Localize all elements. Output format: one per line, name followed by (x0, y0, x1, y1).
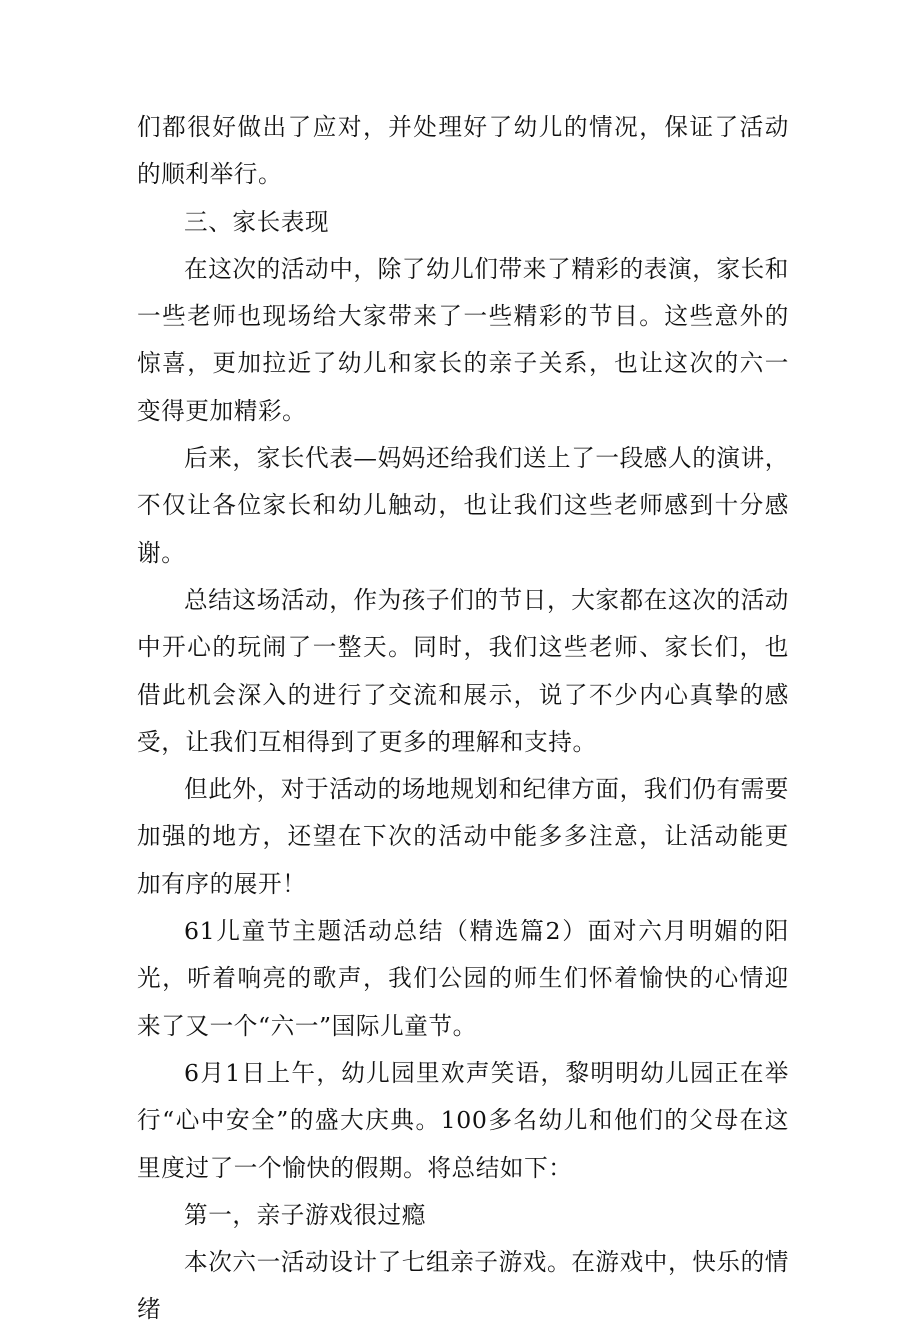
section-heading-parent-performance: 三、家长表现 (184, 207, 330, 236)
paragraph: 但此外，对于活动的场地规划和纪律方面，我们仍有需要加强的地方，还望在下次的活动中能多多注意，让活动能更加有序的展开！ (137, 775, 789, 898)
paragraph: 本次六一活动设计了七组亲子游戏。在游戏中，快乐的情绪 (137, 1248, 789, 1324)
paragraph: 总结这场活动，作为孩子们的节日，大家都在这次的活动中开心的玩闹了一整天。同时，我们这些老师、家长们，也借此机会深入的进行了交流和展示，说了不少内心真挚的感受，让我们互相得到了更多的理解和支持。 (137, 585, 789, 756)
paragraph: 6月1日上午，幼儿园里欢声笑语，黎明明幼儿园正在举行“心中安全”的盛大庆典。100多名幼儿和他们的父母在这里度过了一个愉快的假期。将总结如下： (137, 1058, 789, 1182)
paragraph: 后来，家长代表—妈妈还给我们送上了一段感人的演讲，不仅让各位家长和幼儿触动，也让我们这些老师感到十分感谢。 (137, 444, 789, 567)
document-body (137, 104, 789, 1334)
paragraph: 在这次的活动中，除了幼儿们带来了精彩的表演，家长和一些老师也现场给大家带来了一些精彩的节目。这些意外的惊喜，更加拉近了幼儿和家长的亲子关系，也让这次的六一变得更加精彩。 (137, 254, 789, 425)
paragraph-article-2-intro: 61儿童节主题活动总结（精选篇2）面对六月明媚的阳光，听着响亮的歌声，我们公园的师生们怀着愉快的心情迎来了又一个“六一”国际儿童节。 (137, 917, 789, 1040)
paragraph-continued: 们都很好做出了应对，并处理好了幼儿的情况，保证了活动的顺利举行。 (137, 113, 789, 189)
section-heading-parent-child-games: 第一，亲子游戏很过瘾 (184, 1200, 426, 1229)
